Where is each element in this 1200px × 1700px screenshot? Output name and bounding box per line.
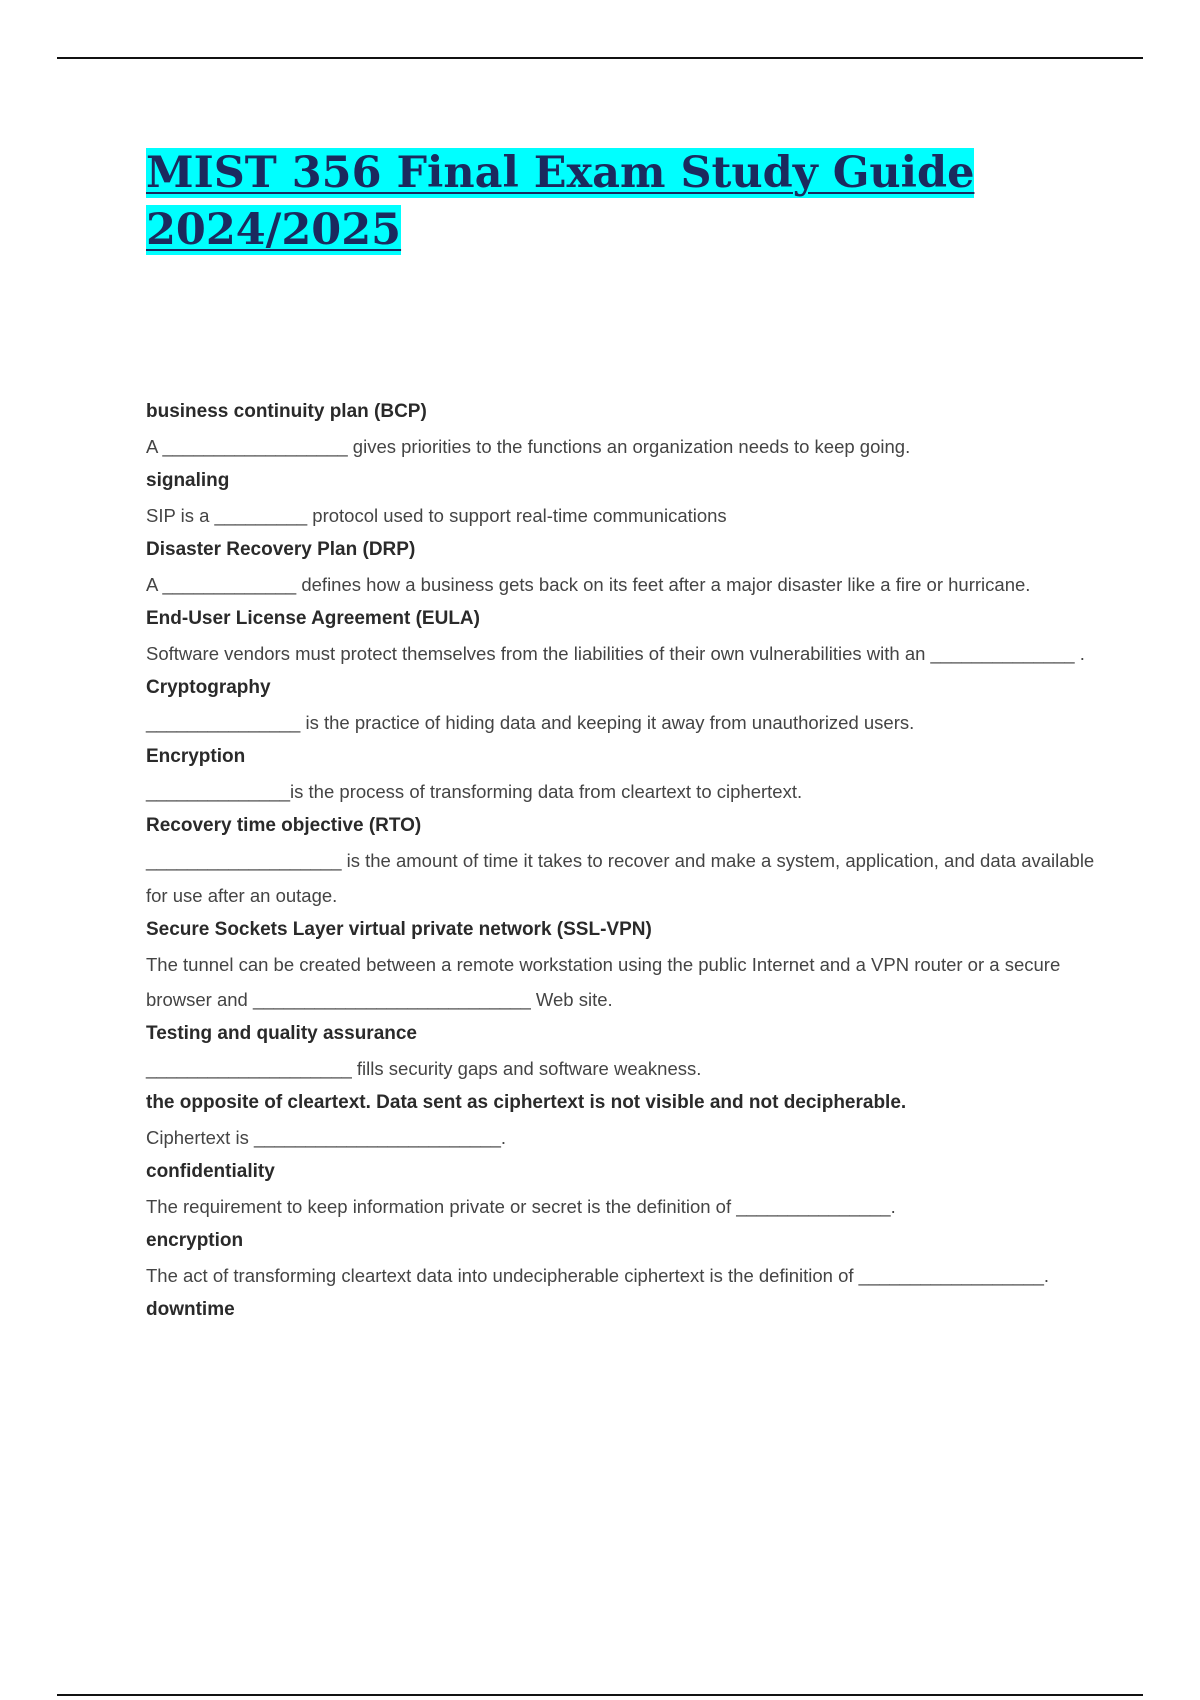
study-card xyxy=(146,1155,1096,1224)
card-term: Cryptography xyxy=(146,677,271,698)
card-term: signaling xyxy=(146,470,230,491)
card-definition: A _____________ defines how a business gets back on its feet after a major disaster like a fire or hurricane. xyxy=(146,574,1031,595)
card-term: Disaster Recovery Plan (DRP) xyxy=(146,539,416,560)
study-card xyxy=(146,395,1096,464)
card-definition: The act of transforming cleartext data into undecipherable ciphertext is the definition of __________________. xyxy=(146,1265,1049,1286)
study-card xyxy=(146,464,1096,533)
study-card xyxy=(146,740,1096,809)
header-rule xyxy=(57,57,1143,59)
title-line-2: 2024/2025 xyxy=(146,205,402,255)
footer-rule xyxy=(57,1694,1143,1696)
study-card-list xyxy=(146,395,1096,1327)
card-definition: SIP is a _________ protocol used to support real-time communications xyxy=(146,505,727,526)
study-card xyxy=(146,602,1096,671)
card-term: business continuity plan (BCP) xyxy=(146,401,427,422)
card-definition: The tunnel can be created between a remote workstation using the public Internet and a VPN router or a secure browser and ___________________________ Web site. xyxy=(146,954,1061,1010)
card-definition: ___________________ is the amount of time it takes to recover and make a system, application, and data available for use after an outage. xyxy=(146,850,1095,906)
study-card xyxy=(146,913,1096,1017)
card-term: downtime xyxy=(146,1299,235,1320)
study-card xyxy=(146,671,1096,740)
title-line-1: MIST 356 Final Exam Study Guide xyxy=(146,148,975,198)
card-term: Encryption xyxy=(146,746,246,767)
study-card xyxy=(146,1017,1096,1086)
card-definition: ____________________ fills security gaps and software weakness. xyxy=(146,1058,702,1079)
card-definition: Software vendors must protect themselves from the liabilities of their own vulnerabilities with an ______________ . xyxy=(146,643,1085,664)
card-term: encryption xyxy=(146,1230,244,1251)
study-card xyxy=(146,1293,1096,1327)
study-card xyxy=(146,533,1096,602)
card-term: confidentiality xyxy=(146,1161,275,1182)
card-term: Testing and quality assurance xyxy=(146,1023,418,1044)
card-term: Secure Sockets Layer virtual private network (SSL-VPN) xyxy=(146,919,652,940)
study-card xyxy=(146,1086,1096,1155)
card-definition: The requirement to keep information private or secret is the definition of _______________. xyxy=(146,1196,896,1217)
card-term: Recovery time objective (RTO) xyxy=(146,815,422,836)
card-definition: Ciphertext is ________________________. xyxy=(146,1127,507,1148)
card-term: the opposite of cleartext. Data sent as ciphertext is not visible and not decipherable. xyxy=(146,1092,907,1113)
page-title xyxy=(146,145,1106,259)
card-definition: ______________is the process of transforming data from cleartext to ciphertext. xyxy=(146,781,803,802)
card-definition: A __________________ gives priorities to the functions an organization needs to keep going. xyxy=(146,436,911,457)
study-card xyxy=(146,809,1096,913)
card-term: End-User License Agreement (EULA) xyxy=(146,608,480,629)
card-definition: _______________ is the practice of hiding data and keeping it away from unauthorized users. xyxy=(146,712,915,733)
study-card xyxy=(146,1224,1096,1293)
